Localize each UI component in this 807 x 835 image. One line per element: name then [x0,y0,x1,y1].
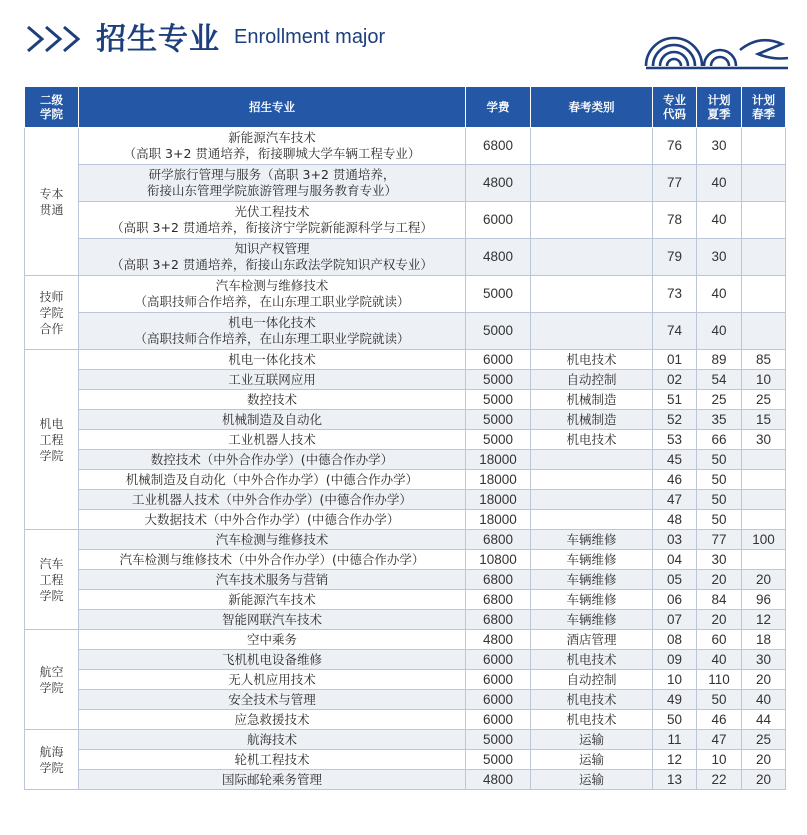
page-subtitle: Enrollment major [234,26,386,48]
exam-category-cell: 运输 [531,750,653,770]
major-cell: 数控技术 [79,390,466,410]
spring-plan-cell: 44 [742,710,786,730]
table-row [25,730,786,750]
table-row [25,470,786,490]
exam-category-cell: 运输 [531,730,653,750]
fee-cell: 5000 [466,410,531,430]
major-code-cell: 06 [653,590,697,610]
page-title: 招生专业 [96,22,220,57]
major-code-cell: 09 [653,650,697,670]
table-header-row [25,87,786,128]
table-row [25,350,786,370]
column-header-major: 招生专业 [79,87,466,128]
column-header-major-code: 专业 代码 [653,87,697,128]
exam-category-cell: 机械制造 [531,410,653,430]
table-row [25,650,786,670]
table-row [25,410,786,430]
exam-category-cell: 酒店管理 [531,630,653,650]
fee-cell: 18000 [466,470,531,490]
major-cell: 汽车检测与维修技术 （高职技师合作培养，在山东理工职业学院就读） [79,276,466,313]
exam-category-cell: 机电技术 [531,710,653,730]
summer-plan-cell: 84 [697,590,742,610]
spring-plan-cell: 25 [742,730,786,750]
major-cell: 汽车技术服务与营销 [79,570,466,590]
summer-plan-cell: 110 [697,670,742,690]
exam-category-cell: 车辆维修 [531,530,653,550]
spring-plan-cell: 85 [742,350,786,370]
exam-category-cell [531,202,653,239]
major-cell: 汽车检测与维修技术（中外合作办学）(中德合作办学） [79,550,466,570]
summer-plan-cell: 40 [697,202,742,239]
exam-category-cell: 车辆维修 [531,610,653,630]
exam-category-cell [531,470,653,490]
summer-plan-cell: 20 [697,610,742,630]
summer-plan-cell: 30 [697,239,742,276]
fee-cell: 10800 [466,550,531,570]
major-cell: 应急救援技术 [79,710,466,730]
fee-cell: 18000 [466,510,531,530]
exam-category-cell [531,313,653,350]
table-row [25,550,786,570]
table-body [25,128,786,790]
spring-plan-cell: 30 [742,430,786,450]
major-cell: 轮机工程技术 [79,750,466,770]
exam-category-cell: 机电技术 [531,650,653,670]
major-cell: 新能源汽车技术 [79,590,466,610]
summer-plan-cell: 50 [697,510,742,530]
spring-plan-cell: 30 [742,650,786,670]
fee-cell: 5000 [466,750,531,770]
spring-plan-cell: 15 [742,410,786,430]
table-row [25,128,786,165]
major-cell: 工业机器人技术 [79,430,466,450]
fee-cell: 6000 [466,690,531,710]
spring-plan-cell: 96 [742,590,786,610]
major-cell: 国际邮轮乘务管理 [79,770,466,790]
major-code-cell: 11 [653,730,697,750]
college-cell: 技师 学院 合作 [25,276,79,350]
table-row [25,276,786,313]
summer-plan-cell: 40 [697,276,742,313]
fee-cell: 6800 [466,530,531,550]
major-cell: 无人机应用技术 [79,670,466,690]
triple-chevron-right-icon [26,24,92,54]
college-cell: 专本 贯通 [25,128,79,276]
spring-plan-cell: 20 [742,750,786,770]
major-code-cell: 48 [653,510,697,530]
spring-plan-cell [742,313,786,350]
table-row [25,510,786,530]
major-code-cell: 13 [653,770,697,790]
college-cell: 机电 工程 学院 [25,350,79,530]
table-row [25,165,786,202]
college-cell: 航海 学院 [25,730,79,790]
major-cell: 空中乘务 [79,630,466,650]
spring-plan-cell [742,510,786,530]
spring-plan-cell: 20 [742,770,786,790]
spring-plan-cell: 25 [742,390,786,410]
table-row [25,370,786,390]
summer-plan-cell: 30 [697,128,742,165]
spring-plan-cell: 12 [742,610,786,630]
major-code-cell: 53 [653,430,697,450]
table-row [25,610,786,630]
major-cell: 航海技术 [79,730,466,750]
major-code-cell: 51 [653,390,697,410]
fee-cell: 6800 [466,570,531,590]
table-row [25,202,786,239]
table-row [25,430,786,450]
major-cell: 光伏工程技术 （高职 3+2 贯通培养，衔接济宁学院新能源科学与工程） [79,202,466,239]
summer-plan-cell: 40 [697,313,742,350]
table-row [25,770,786,790]
exam-category-cell [531,510,653,530]
major-cell: 机械制造及自动化 [79,410,466,430]
major-code-cell: 02 [653,370,697,390]
major-cell: 机械制造及自动化（中外合作办学）(中德合作办学） [79,470,466,490]
major-code-cell: 79 [653,239,697,276]
major-cell: 研学旅行管理与服务（高职 3+2 贯通培养， 衔接山东管理学院旅游管理与服务教育专业） [79,165,466,202]
major-code-cell: 05 [653,570,697,590]
major-code-cell: 47 [653,490,697,510]
exam-category-cell: 机械制造 [531,390,653,410]
column-header-spring-plan: 计划 春季 [742,87,786,128]
major-cell: 数控技术（中外合作办学）(中德合作办学） [79,450,466,470]
summer-plan-cell: 20 [697,570,742,590]
major-code-cell: 78 [653,202,697,239]
spring-plan-cell [742,450,786,470]
spring-plan-cell [742,470,786,490]
major-code-cell: 07 [653,610,697,630]
fee-cell: 5000 [466,370,531,390]
major-code-cell: 01 [653,350,697,370]
spring-plan-cell [742,165,786,202]
summer-plan-cell: 54 [697,370,742,390]
fee-cell: 4800 [466,165,531,202]
major-code-cell: 46 [653,470,697,490]
summer-plan-cell: 60 [697,630,742,650]
major-cell: 飞机机电设备维修 [79,650,466,670]
exam-category-cell [531,165,653,202]
spring-plan-cell: 100 [742,530,786,550]
exam-category-cell: 车辆维修 [531,550,653,570]
table-row [25,450,786,470]
fee-cell: 6000 [466,202,531,239]
fee-cell: 5000 [466,313,531,350]
page-header [0,0,807,86]
spring-plan-cell [742,202,786,239]
table-row [25,750,786,770]
major-cell: 安全技术与管理 [79,690,466,710]
summer-plan-cell: 50 [697,470,742,490]
major-code-cell: 76 [653,128,697,165]
major-code-cell: 73 [653,276,697,313]
spring-plan-cell: 20 [742,670,786,690]
summer-plan-cell: 50 [697,690,742,710]
column-header-exam-category: 春考类别 [531,87,653,128]
fee-cell: 4800 [466,239,531,276]
summer-plan-cell: 22 [697,770,742,790]
table-row [25,690,786,710]
summer-plan-cell: 10 [697,750,742,770]
fee-cell: 6800 [466,128,531,165]
fee-cell: 4800 [466,630,531,650]
summer-plan-cell: 35 [697,410,742,430]
major-cell: 工业机器人技术（中外合作办学）(中德合作办学） [79,490,466,510]
fee-cell: 6000 [466,650,531,670]
summer-plan-cell: 50 [697,450,742,470]
major-code-cell: 74 [653,313,697,350]
exam-category-cell: 机电技术 [531,350,653,370]
spring-plan-cell [742,239,786,276]
college-cell: 汽车 工程 学院 [25,530,79,630]
major-code-cell: 08 [653,630,697,650]
major-code-cell: 50 [653,710,697,730]
spring-plan-cell [742,128,786,165]
exam-category-cell: 车辆维修 [531,570,653,590]
summer-plan-cell: 30 [697,550,742,570]
fee-cell: 5000 [466,430,531,450]
column-header-summer-plan: 计划 夏季 [697,87,742,128]
fee-cell: 18000 [466,450,531,470]
exam-category-cell: 机电技术 [531,690,653,710]
major-cell: 大数据技术（中外合作办学）(中德合作办学） [79,510,466,530]
summer-plan-cell: 40 [697,650,742,670]
exam-category-cell [531,450,653,470]
exam-category-cell: 自动控制 [531,670,653,690]
fee-cell: 4800 [466,770,531,790]
spring-plan-cell: 20 [742,570,786,590]
major-cell: 汽车检测与维修技术 [79,530,466,550]
fee-cell: 6800 [466,590,531,610]
exam-category-cell [531,276,653,313]
major-code-cell: 03 [653,530,697,550]
fee-cell: 5000 [466,390,531,410]
major-code-cell: 77 [653,165,697,202]
major-code-cell: 12 [653,750,697,770]
major-code-cell: 04 [653,550,697,570]
fee-cell: 6800 [466,610,531,630]
college-cell: 航空 学院 [25,630,79,730]
major-code-cell: 49 [653,690,697,710]
table-row [25,313,786,350]
summer-plan-cell: 47 [697,730,742,750]
summer-plan-cell: 25 [697,390,742,410]
summer-plan-cell: 66 [697,430,742,450]
major-code-cell: 52 [653,410,697,430]
major-cell: 机电一体化技术 [79,350,466,370]
column-header-fee: 学费 [466,87,531,128]
spring-plan-cell: 18 [742,630,786,650]
major-cell: 新能源汽车技术 （高职 3+2 贯通培养，衔接聊城大学车辆工程专业） [79,128,466,165]
table-row [25,670,786,690]
fee-cell: 6000 [466,670,531,690]
table-row [25,590,786,610]
table-row [25,710,786,730]
spring-plan-cell: 10 [742,370,786,390]
major-cell: 机电一体化技术 （高职技师合作培养，在山东理工职业学院就读） [79,313,466,350]
spring-plan-cell [742,550,786,570]
exam-category-cell [531,490,653,510]
fee-cell: 18000 [466,490,531,510]
fee-cell: 6000 [466,350,531,370]
exam-category-cell: 自动控制 [531,370,653,390]
summer-plan-cell: 77 [697,530,742,550]
table-row [25,630,786,650]
major-cell: 智能网联汽车技术 [79,610,466,630]
enrollment-table [24,86,786,790]
exam-category-cell: 机电技术 [531,430,653,450]
fee-cell: 6000 [466,710,531,730]
major-cell: 知识产权管理 （高职 3+2 贯通培养，衔接山东政法学院知识产权专业） [79,239,466,276]
exam-category-cell: 车辆维修 [531,590,653,610]
exam-category-cell: 运输 [531,770,653,790]
wave-arches-logo-icon [642,28,792,72]
table-row [25,530,786,550]
exam-category-cell [531,239,653,276]
fee-cell: 5000 [466,276,531,313]
column-header-college: 二级 学院 [25,87,79,128]
exam-category-cell [531,128,653,165]
summer-plan-cell: 40 [697,165,742,202]
summer-plan-cell: 46 [697,710,742,730]
summer-plan-cell: 89 [697,350,742,370]
fee-cell: 5000 [466,730,531,750]
spring-plan-cell [742,490,786,510]
major-cell: 工业互联网应用 [79,370,466,390]
spring-plan-cell: 40 [742,690,786,710]
summer-plan-cell: 50 [697,490,742,510]
spring-plan-cell [742,276,786,313]
table-row [25,570,786,590]
table-row [25,390,786,410]
table-row [25,490,786,510]
table-row [25,239,786,276]
major-code-cell: 10 [653,670,697,690]
major-code-cell: 45 [653,450,697,470]
